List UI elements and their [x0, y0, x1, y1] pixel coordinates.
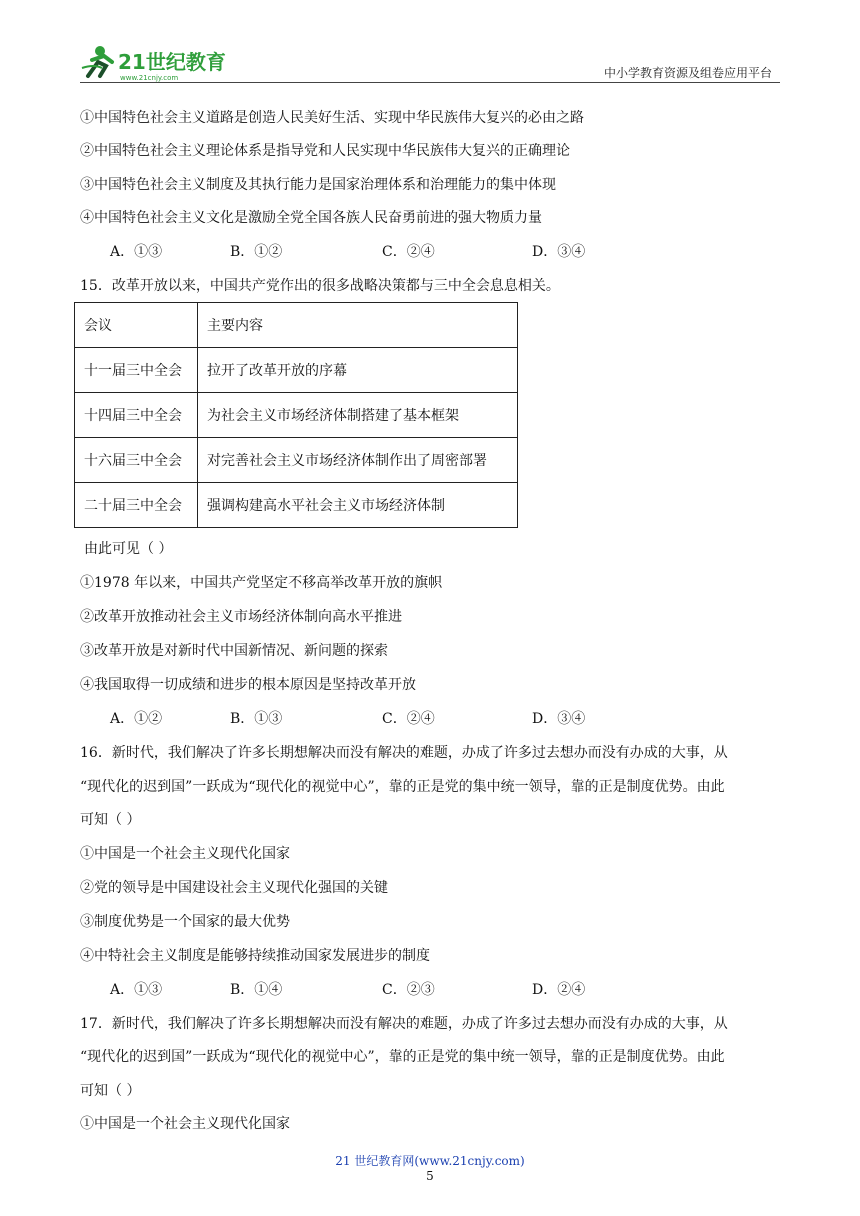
q17-stem-line-1: 17．新时代，我们解决了许多长期想解决而没有解决的难题，办成了许多过去想办而没有办成的大事，从 [80, 1016, 728, 1032]
table-header-row [75, 303, 518, 348]
q14-statement-3: ③中国特色社会主义制度及其执行能力是国家治理体系和治理能力的集中体现 [80, 177, 556, 193]
page-number: 5 [426, 1169, 434, 1183]
q16-statement-3: ③制度优势是一个国家的最大优势 [80, 914, 290, 930]
q16-option-a[interactable]: A．①③ [110, 982, 163, 998]
platform-label: 中小学教育资源及组卷应用平台 [603, 66, 772, 80]
q15-follow: 由此可见（ ） [84, 541, 173, 557]
q15-option-d[interactable]: D．③④ [532, 711, 586, 727]
q17-stem-line-3: 可知（ ） [80, 1083, 141, 1099]
q16-stem-line-3: 可知（ ） [80, 812, 141, 828]
q15-statement-2: ②改革开放推动社会主义市场经济体制向高水平推进 [80, 609, 402, 625]
q14-option-c[interactable]: C．②④ [382, 244, 435, 260]
table-cell: 为社会主义市场经济体制搭建了基本框架 [198, 393, 518, 438]
q16-statement-4: ④中特社会主义制度是能够持续推动国家发展进步的制度 [80, 948, 430, 964]
q16-stem-line-2: “现代化的迟到国”一跃成为“现代化的视觉中心”，靠的正是党的集中统一领导，靠的正是制度优势。由此 [80, 779, 725, 795]
q14-statement-1: ①中国特色社会主义道路是创造人民美好生活、实现中华民族伟大复兴的必由之路 [80, 110, 584, 126]
table-row [75, 483, 518, 528]
q14-option-d[interactable]: D．③④ [532, 244, 586, 260]
table-header-cell: 会议 [75, 303, 198, 348]
table-cell: 十四届三中全会 [75, 393, 198, 438]
q16-statement-1: ①中国是一个社会主义现代化国家 [80, 846, 290, 862]
table-cell: 十六届三中全会 [75, 438, 198, 483]
q14-statement-2: ②中国特色社会主义理论体系是指导党和人民实现中华民族伟大复兴的正确理论 [80, 143, 570, 159]
q14-statement-4: ④中国特色社会主义文化是激励全党全国各族人民奋勇前进的强大物质力量 [80, 210, 542, 226]
table-cell: 对完善社会主义市场经济体制作出了周密部署 [198, 438, 518, 483]
q15-table [74, 302, 518, 528]
q16-option-c[interactable]: C．②③ [382, 982, 435, 998]
logo-text: 21世纪教育 [118, 50, 226, 74]
table-cell: 拉开了改革开放的序幕 [198, 348, 518, 393]
q15-option-b[interactable]: B．①③ [230, 711, 283, 727]
q15-statement-4: ④我国取得一切成绩和进步的根本原因是坚持改革开放 [80, 677, 416, 693]
footer-site-link[interactable]: 21 世纪教育网(www.21cnjy.com) [335, 1154, 525, 1168]
q16-option-b[interactable]: B．①④ [230, 982, 283, 998]
q16-option-d[interactable]: D．②④ [532, 982, 586, 998]
table-cell: 十一届三中全会 [75, 348, 198, 393]
logo-url-text: www.21cnjy.com [120, 74, 179, 82]
page-header [80, 40, 780, 82]
table-cell: 二十届三中全会 [75, 483, 198, 528]
q15-statement-1: ①1978 年以来，中国共产党坚定不移高举改革开放的旗帜 [80, 575, 443, 591]
q14-option-a[interactable]: A．①③ [110, 244, 163, 260]
header-rule [80, 82, 780, 83]
table-row [75, 393, 518, 438]
q17-statement-1: ①中国是一个社会主义现代化国家 [80, 1116, 290, 1132]
q15-stem: 15．改革开放以来，中国共产党作出的很多战略决策都与三中全会息息相关。 [80, 278, 560, 294]
q15-option-a[interactable]: A．①② [110, 711, 163, 727]
q17-stem-line-2: “现代化的迟到国”一跃成为“现代化的视觉中心”，靠的正是党的集中统一领导，靠的正是制度优势。由此 [80, 1049, 725, 1065]
q16-stem-line-1: 16．新时代，我们解决了许多长期想解决而没有解决的难题，办成了许多过去想办而没有办成的大事，从 [80, 745, 728, 761]
table-cell: 强调构建高水平社会主义市场经济体制 [198, 483, 518, 528]
runner-icon [82, 46, 112, 76]
table-header-cell: 主要内容 [198, 303, 518, 348]
site-logo [80, 42, 250, 82]
q14-option-b[interactable]: B．①② [230, 244, 283, 260]
q15-statement-3: ③改革开放是对新时代中国新情况、新问题的探索 [80, 643, 388, 659]
q15-option-c[interactable]: C．②④ [382, 711, 435, 727]
table-row [75, 348, 518, 393]
q16-statement-2: ②党的领导是中国建设社会主义现代化强国的关键 [80, 880, 388, 896]
table-row [75, 438, 518, 483]
